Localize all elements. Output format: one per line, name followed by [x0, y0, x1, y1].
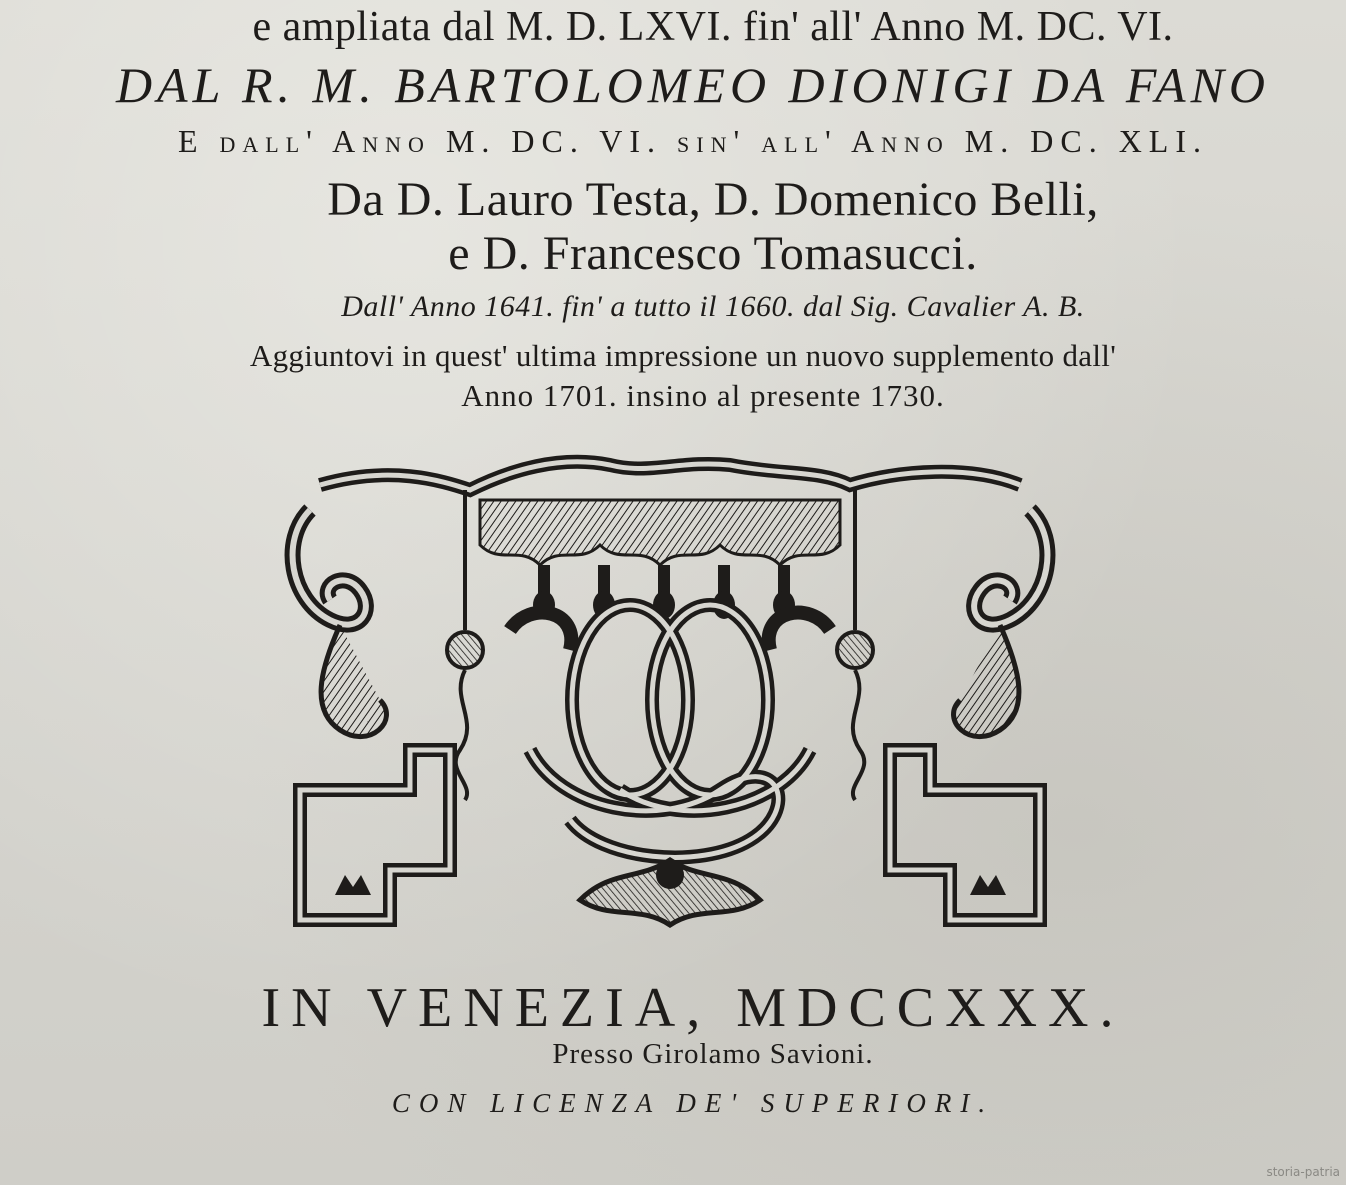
title-line-1: e ampliata dal M. D. LXVI. fin' all' Anno M. DC. VI. — [252, 4, 1174, 50]
title-line-3: E dall' Anno M. DC. VI. sin' all' Anno M. DC. XLI. — [177, 123, 1209, 159]
title-line-8: Anno 1701. insino al presente 1730. — [461, 378, 945, 413]
imprint-license: CON LICENZA DE' SUPERIORI. — [391, 1088, 995, 1118]
title-line-5: e D. Francesco Tomasucci. — [448, 227, 978, 280]
woodcut-monogram-ornament-icon — [280, 450, 1060, 940]
imprint-place: IN VENEZIA, MDCCXXX. — [261, 977, 1125, 1039]
title-line-author: DAL R. M. BARTOLOMEO DIONIGI DA FANO — [115, 57, 1271, 113]
title-line-6: Dall' Anno 1641. fin' a tutto il 1660. dal Sig. Cavalier A. B. — [341, 290, 1085, 323]
imprint-printer: Presso Girolamo Savioni. — [552, 1038, 874, 1070]
watermark: storia-patria — [1266, 1165, 1340, 1179]
title-line-7: Aggiuntovi in quest' ultima impressione un nuovo supplemento dall' — [249, 338, 1117, 373]
title-line-4: Da D. Lauro Testa, D. Domenico Belli, — [327, 173, 1099, 226]
